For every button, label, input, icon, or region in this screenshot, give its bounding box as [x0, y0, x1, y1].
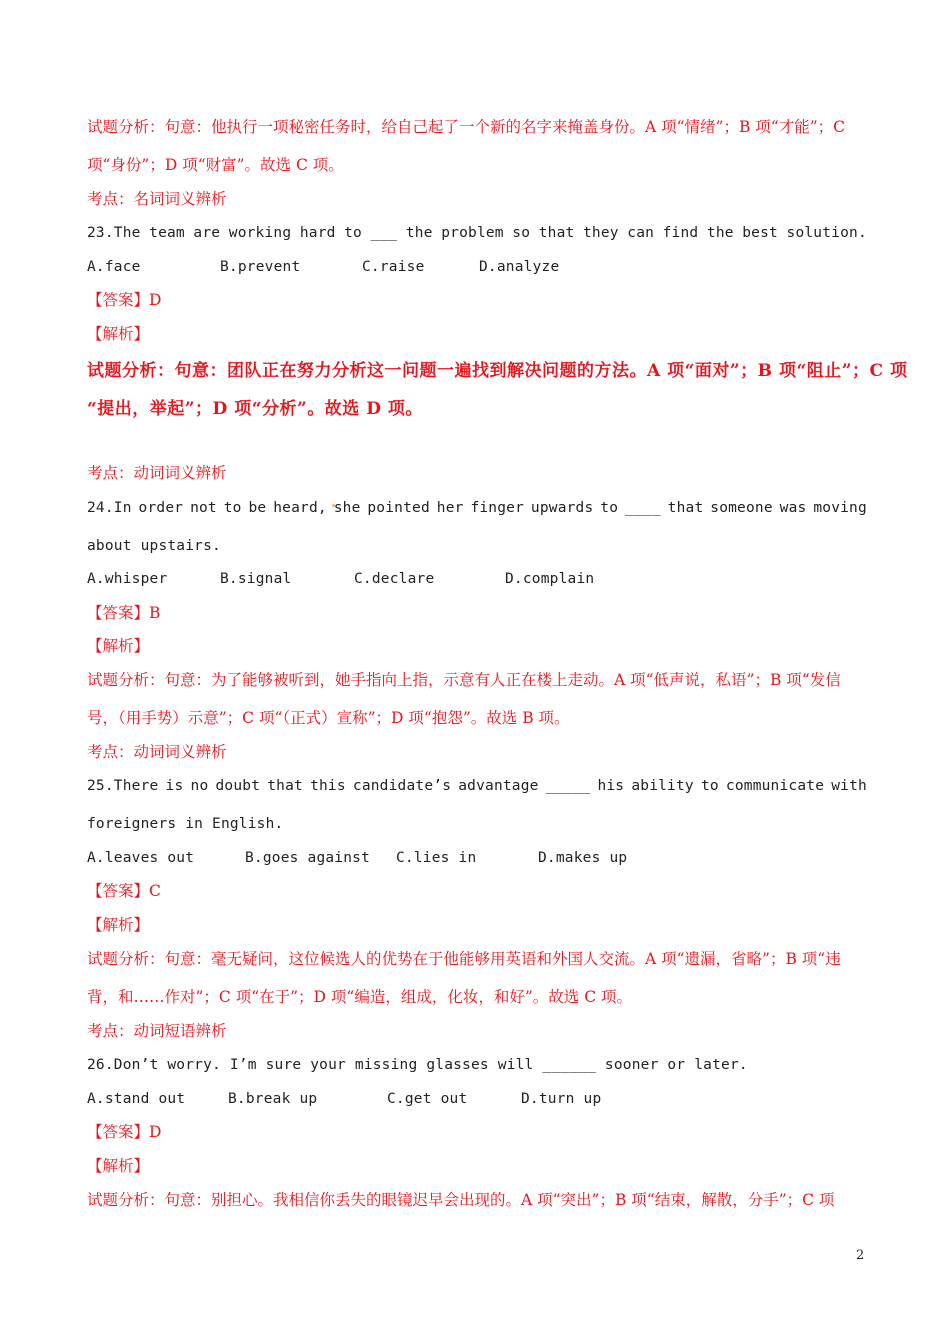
- word: 23.The: [87, 225, 141, 241]
- word: finger: [470, 500, 525, 516]
- q26-analysis-line-1: 试题分析：句意：别担心。我相信你丢失的眼镜迟早会出现的。A 项“突出”；B 项“结束，解散，分手”；C 项: [87, 1191, 835, 1209]
- q25-analysis-line-2: 背，和……作对”；C 项“在于”；D 项“编造，组成，化妆，和好”。故选 C 项。: [87, 988, 632, 1006]
- q24-stem-line-2: about upstairs.: [87, 538, 221, 554]
- q23-kaodian: 考点：动词词义辨析: [87, 464, 227, 482]
- word: the: [405, 225, 433, 241]
- word: to: [600, 500, 619, 516]
- word: be: [248, 500, 267, 516]
- q22-kaodian: 考点：名词词义辨析: [87, 190, 227, 208]
- q23-analysis-line-1: 试题分析：句意：团队正在努力分析这一问题一遍找到解决问题的方法。A 项“面对”；B 项“阻止”；C 项: [87, 361, 908, 381]
- q24-analysis-line-1: 试题分析：句意：为了能够被听到，她手指向上指，示意有人正在楼上走动。A 项“低声说，私语”；B 项“发信: [87, 671, 841, 689]
- word: with: [831, 778, 867, 794]
- word: are: [193, 225, 221, 241]
- q22-analysis-line-2: 项“身份”；D 项“财富”。故选 C 项。: [87, 156, 344, 174]
- word: solution.: [786, 225, 867, 241]
- option-a: A.leaves out: [87, 850, 195, 866]
- word: her: [436, 500, 464, 516]
- blank: ___: [370, 225, 398, 241]
- word: doubt: [215, 778, 261, 794]
- option-b: B.signal: [220, 571, 292, 587]
- word: order: [138, 500, 184, 516]
- word: someone: [710, 500, 773, 516]
- blank: ____: [625, 500, 661, 516]
- word: 25.There: [87, 778, 159, 794]
- word: that: [538, 225, 575, 241]
- word: this: [310, 778, 346, 794]
- word: no: [190, 778, 209, 794]
- word: best: [742, 225, 778, 241]
- word: candidate’s: [352, 778, 452, 794]
- q24-kaodian: 考点：动词词义辨析: [87, 743, 227, 761]
- word: moving: [813, 500, 867, 516]
- q23-analysis-line-2: “提出，举起”；D 项“分析”。故选 D 项。: [87, 399, 423, 419]
- word: communicate: [725, 778, 825, 794]
- word: they: [582, 225, 619, 241]
- q24-jiexi-label: 【解析】: [87, 637, 150, 655]
- q22-analysis-line-1: 试题分析：句意：他执行一项秘密任务时，给自己起了一个新的名字来掩盖身份。A 项“情绪”；B 项“才能”；C: [87, 118, 845, 136]
- word: team: [149, 225, 185, 241]
- q26-stem: 26.Don’t worry. I’m sure your missing glasses will ______ sooner or later.: [87, 1057, 748, 1073]
- q24-answer: 【答案】B: [87, 604, 161, 622]
- option-d: D.complain: [505, 571, 595, 587]
- option-a: A.face: [87, 259, 141, 275]
- option-d: D.makes up: [538, 850, 628, 866]
- word: 24.In: [87, 500, 132, 516]
- q25-analysis-line-1: 试题分析：句意：毫无疑问，这位候选人的优势在于他能够用英语和外国人交流。A 项“遗漏，省略”；B 项“违: [87, 950, 841, 968]
- word: to: [700, 778, 719, 794]
- word: problem: [441, 225, 504, 241]
- word: working: [228, 225, 292, 241]
- word: his: [597, 778, 625, 794]
- word: is: [165, 778, 184, 794]
- word: upwards: [530, 500, 594, 516]
- q23-stem: [87, 223, 867, 243]
- word: can: [627, 225, 655, 241]
- blank: _____: [545, 778, 591, 794]
- option-a: A.stand out: [87, 1091, 186, 1107]
- option-c: C.lies in: [396, 850, 477, 866]
- option-d: D.turn up: [521, 1091, 602, 1107]
- word: so: [512, 225, 531, 241]
- option-c: C.get out: [387, 1091, 468, 1107]
- option-b: B.goes against: [245, 850, 371, 866]
- option-b: B.prevent: [220, 259, 301, 275]
- word: was: [779, 500, 807, 516]
- word: that: [267, 778, 303, 794]
- q24-stem-line-1: [87, 498, 867, 518]
- word: to: [344, 225, 362, 241]
- q25-stem-line-1: [87, 776, 867, 796]
- q23-answer: 【答案】D: [87, 291, 162, 309]
- word: heard,: [273, 500, 327, 516]
- q25-kaodian: 考点：动词短语辨析: [87, 1022, 227, 1040]
- word: pointed: [367, 500, 430, 516]
- option-a: A.whisper: [87, 571, 168, 587]
- q25-answer: 【答案】C: [87, 882, 161, 900]
- option-b: B.break up: [228, 1091, 318, 1107]
- q24-analysis-line-2: 号，（用手势）示意”；C 项“（正式）宣称”；D 项“抱怨”。故选 B 项。: [87, 709, 570, 727]
- q26-answer: 【答案】D: [87, 1123, 162, 1141]
- word: advantage: [458, 778, 539, 794]
- q23-jiexi-label: 【解析】: [87, 325, 150, 343]
- q25-stem-line-2: foreigners in English.: [87, 816, 284, 832]
- word: that: [667, 500, 704, 516]
- word: find: [662, 225, 699, 241]
- option-c: C.raise: [362, 259, 425, 275]
- word: hard: [299, 225, 336, 241]
- word: ability: [631, 778, 694, 794]
- page-number: 2: [856, 1248, 865, 1263]
- option-d: D.analyze: [479, 259, 560, 275]
- word: to: [223, 500, 242, 516]
- word: not: [190, 500, 217, 516]
- q25-jiexi-label: 【解析】: [87, 916, 150, 934]
- word: she: [333, 500, 361, 516]
- word: the: [706, 225, 734, 241]
- q26-jiexi-label: 【解析】: [87, 1157, 150, 1175]
- option-c: C.declare: [354, 571, 435, 587]
